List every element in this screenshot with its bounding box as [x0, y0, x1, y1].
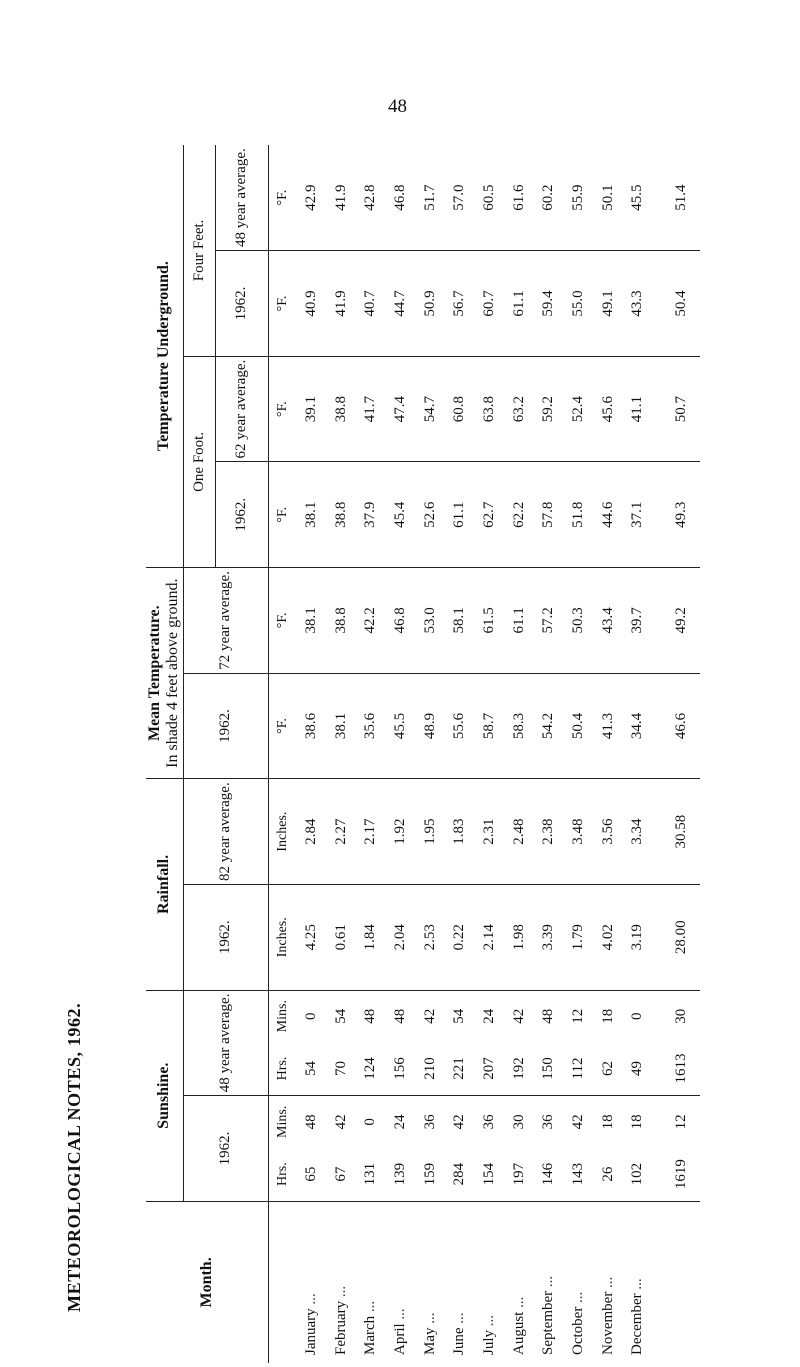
month-label: March — [362, 1315, 379, 1355]
sunshine-48yr-minutes: 54 — [332, 1008, 349, 1024]
sunshine-1962-hours: 65 — [297, 1147, 327, 1201]
four-feet-48yr: 60.2 — [534, 145, 564, 251]
one-foot-62yr: 63.8 — [475, 356, 505, 462]
rainfall-82yr: 1.83 — [445, 779, 475, 885]
mean-temp-72yr: 46.8 — [386, 568, 416, 674]
sunshine-48yr-hours: 124 — [356, 1042, 386, 1096]
table-row — [623, 145, 653, 1363]
sunshine-1962-minutes: 30 — [510, 1114, 527, 1130]
sunshine-48yr-minutes: 0 — [303, 1012, 320, 1020]
month-label: May — [421, 1327, 438, 1355]
avg-four-feet-48yr: 51.4 — [653, 145, 700, 251]
sunshine-1962-hours: 159 — [415, 1147, 445, 1201]
monthly-rows — [297, 145, 653, 1363]
four-feet-1962: 50.9 — [415, 251, 445, 357]
four-feet-48yr: 41.9 — [326, 145, 356, 251]
leader-dots: ... — [629, 1278, 646, 1290]
document-title: METEOROLOGICAL NOTES, 1962. — [64, 1002, 84, 1312]
mean-temperature-subtitle: In shade 4 feet above ground. — [164, 578, 182, 768]
mean-temperature-header — [146, 568, 183, 779]
mean-temp-1962: 54.2 — [534, 673, 564, 779]
mean-temp-72yr: 57.2 — [534, 568, 564, 674]
four-feet-48yr: 55.9 — [564, 145, 594, 251]
mean-temp-1962: 45.5 — [386, 673, 416, 779]
unit-hrs: Hrs. — [268, 1042, 297, 1096]
month-label: December — [629, 1293, 646, 1355]
sunshine-1962-hours: 146 — [534, 1147, 564, 1201]
sunshine-48yr-hours: 150 — [534, 1042, 564, 1096]
rotated-table-wrapper — [146, 145, 689, 1363]
four-feet-48yr-header: 48 year average. — [215, 145, 268, 251]
month-cell — [386, 1201, 416, 1363]
sunshine-48yr-minutes: 48 — [362, 1008, 379, 1024]
rainfall-1962: 1.79 — [564, 884, 594, 990]
one-foot-62yr: 54.7 — [415, 356, 445, 462]
rainfall-1962: 2.14 — [475, 884, 505, 990]
mean-temp-72yr: 38.8 — [326, 568, 356, 674]
month-cell — [297, 1201, 327, 1363]
sunshine-48yr-hours: 221 — [445, 1042, 475, 1096]
unit-mins: Mins. — [274, 1105, 290, 1138]
mean-temp-72yr: 61.5 — [475, 568, 505, 674]
sunshine-48yr-hours: 62 — [593, 1042, 623, 1096]
mean-temp-1962: 34.4 — [623, 673, 653, 779]
one-foot-1962: 44.6 — [593, 462, 623, 568]
mean-temp-1962: 38.1 — [326, 673, 356, 779]
mean-temp-72yr: 38.1 — [297, 568, 327, 674]
table-row — [593, 145, 623, 1363]
sunshine-48yr-hours: 54 — [297, 1042, 327, 1096]
sunshine-48yr-hours: 70 — [326, 1042, 356, 1096]
mean-temp-1962: 35.6 — [356, 673, 386, 779]
sunshine-1962-hours: 284 — [445, 1147, 475, 1201]
rainfall-82yr: 1.92 — [386, 779, 416, 885]
one-foot-1962: 61.1 — [445, 462, 475, 568]
one-foot-1962: 37.9 — [356, 462, 386, 568]
sunshine-48yr-minutes: 54 — [451, 1008, 468, 1024]
table-row — [534, 145, 564, 1363]
mean-temp-1962: 55.6 — [445, 673, 475, 779]
sunshine-1962-hours: 197 — [504, 1147, 534, 1201]
sunshine-1962-minutes: 24 — [391, 1114, 408, 1130]
page-number: 48 — [388, 96, 407, 117]
sunshine-48yr-hours: 192 — [504, 1042, 534, 1096]
avg-rainfall-1962: 28.00 — [653, 884, 700, 990]
sunshine-1962-hours: 26 — [593, 1147, 623, 1201]
one-foot-1962: 37.1 — [623, 462, 653, 568]
rainfall-82yr: 3.56 — [593, 779, 623, 885]
table-row — [564, 145, 594, 1363]
sunshine-1962-minutes: 48 — [303, 1114, 320, 1130]
sunshine-1962-hours: 102 — [623, 1147, 653, 1201]
rainfall-82yr: 3.48 — [564, 779, 594, 885]
mean-temp-1962-header: 1962. — [183, 673, 268, 779]
sunshine-1962-minutes: 0 — [362, 1118, 379, 1126]
sunshine-1962-minutes: 36 — [421, 1114, 438, 1130]
rainfall-82yr: 2.48 — [504, 779, 534, 885]
mean-temp-72yr: 53.0 — [415, 568, 445, 674]
mean-temp-1962: 58.3 — [504, 673, 534, 779]
one-foot-1962: 57.8 — [534, 462, 564, 568]
table-row — [445, 145, 475, 1363]
month-label: April — [391, 1323, 408, 1355]
month-cell — [564, 1201, 594, 1363]
four-feet-1962: 40.7 — [356, 251, 386, 357]
month-label: September — [540, 1290, 557, 1355]
avg-mean-temp-72yr: 49.2 — [653, 568, 700, 674]
month-cell — [623, 1201, 653, 1363]
leader-dots: ... — [480, 1314, 497, 1327]
one-foot-62yr: 39.1 — [297, 356, 327, 462]
one-foot-1962: 45.4 — [386, 462, 416, 568]
one-foot-1962: 51.8 — [564, 462, 594, 568]
sunshine-48yr-minutes: 0 — [629, 1012, 646, 1020]
unit-inches: Inches. — [268, 779, 297, 885]
sunshine-1962-header: 1962. — [183, 1096, 268, 1202]
avg-one-foot-62yr: 50.7 — [653, 356, 700, 462]
mean-temp-72yr: 42.2 — [356, 568, 386, 674]
four-feet-48yr: 60.5 — [475, 145, 505, 251]
sunshine-48yr-header: 48 year average. — [183, 990, 268, 1096]
rainfall-82yr: 3.34 — [623, 779, 653, 885]
four-feet-48yr: 57.0 — [445, 145, 475, 251]
sunshine-48yr-hours: 207 — [475, 1042, 505, 1096]
one-foot-62yr-header: 62 year average. — [215, 356, 268, 462]
table-row — [475, 145, 505, 1363]
rainfall-1962: 2.53 — [415, 884, 445, 990]
leader-dots: ... — [540, 1275, 557, 1288]
four-feet-1962-header: 1962. — [215, 251, 268, 357]
unit-mins: Mins. — [274, 1000, 290, 1033]
table-row — [356, 145, 386, 1363]
unit-degf: °F. — [268, 251, 297, 357]
mean-temp-1962: 41.3 — [593, 673, 623, 779]
sunshine-48yr-minutes: 24 — [480, 1008, 497, 1024]
one-foot-header: One Foot. — [183, 356, 215, 567]
four-feet-header: Four Feet. — [183, 145, 215, 356]
mean-temp-72yr: 61.1 — [504, 568, 534, 674]
rainfall-1962: 1.84 — [356, 884, 386, 990]
table-row — [415, 145, 445, 1363]
sunshine-48yr-hours: 156 — [386, 1042, 416, 1096]
one-foot-1962: 62.7 — [475, 462, 505, 568]
one-foot-1962: 38.1 — [297, 462, 327, 568]
table-row — [326, 145, 356, 1363]
leader-dots: ... — [303, 1293, 320, 1305]
mean-temperature-title: Mean Temperature. — [146, 605, 163, 742]
month-cell — [415, 1201, 445, 1363]
mean-temp-1962: 38.6 — [297, 673, 327, 779]
one-foot-62yr: 59.2 — [534, 356, 564, 462]
mean-temp-72yr: 50.3 — [564, 568, 594, 674]
rainfall-1962: 0.61 — [326, 884, 356, 990]
units-row — [268, 145, 297, 1363]
mean-temp-1962: 48.9 — [415, 673, 445, 779]
sunshine-48yr-minutes: 48 — [391, 1008, 408, 1024]
four-feet-1962: 41.9 — [326, 251, 356, 357]
month-cell — [356, 1201, 386, 1363]
sunshine-1962-hours: 67 — [326, 1147, 356, 1201]
one-foot-62yr: 38.8 — [326, 356, 356, 462]
unit-degf: °F. — [268, 356, 297, 462]
one-foot-1962: 38.8 — [326, 462, 356, 568]
avg-mean-temp-1962: 46.6 — [653, 673, 700, 779]
leader-dots: ... — [391, 1308, 408, 1320]
rainfall-82yr: 1.95 — [415, 779, 445, 885]
unit-inches: Inches. — [268, 884, 297, 990]
one-foot-62yr: 63.2 — [504, 356, 534, 462]
table-row — [504, 145, 534, 1363]
leader-dots: ... — [362, 1300, 379, 1313]
avg-rainfall-82yr: 30.58 — [653, 779, 700, 885]
one-foot-1962: 62.2 — [504, 462, 534, 568]
month-cell — [475, 1201, 505, 1363]
rainfall-header: Rainfall. — [146, 779, 183, 990]
four-feet-1962: 60.7 — [475, 251, 505, 357]
sunshine-48yr-minutes: 42 — [510, 1008, 527, 1024]
four-feet-1962: 43.3 — [623, 251, 653, 357]
rainfall-1962-header: 1962. — [183, 884, 268, 990]
leader-dots: ... — [599, 1276, 616, 1288]
mean-temp-72yr: 39.7 — [623, 568, 653, 674]
sunshine-48yr-hours: 210 — [415, 1042, 445, 1096]
temperature-underground-header: Temperature Underground. — [146, 145, 183, 568]
sunshine-1962-minutes: 42 — [332, 1114, 349, 1130]
sunshine-1962-minutes: 42 — [451, 1114, 468, 1130]
rainfall-82yr-header: 82 year average. — [183, 779, 268, 885]
one-foot-1962-header: 1962. — [215, 462, 268, 568]
leader-dots: ... — [569, 1291, 586, 1303]
one-foot-62yr: 47.4 — [386, 356, 416, 462]
month-label: November — [599, 1291, 616, 1355]
unit-degf: °F. — [268, 673, 297, 779]
one-foot-62yr: 60.8 — [445, 356, 475, 462]
sunshine-48yr-minutes: 18 — [599, 1008, 616, 1024]
one-foot-62yr: 41.1 — [623, 356, 653, 462]
averages-row — [653, 145, 700, 1363]
four-feet-1962: 56.7 — [445, 251, 475, 357]
rainfall-1962: 0.22 — [445, 884, 475, 990]
unit-degf: °F. — [268, 462, 297, 568]
four-feet-1962: 44.7 — [386, 251, 416, 357]
sunshine-1962-minutes: 36 — [540, 1114, 557, 1130]
mean-temp-72yr: 43.4 — [593, 568, 623, 674]
month-cell — [504, 1201, 534, 1363]
avg-four-feet-1962: 50.4 — [653, 251, 700, 357]
sunshine-1962-hours: 139 — [386, 1147, 416, 1201]
four-feet-48yr: 46.8 — [386, 145, 416, 251]
month-header: Month. — [197, 1257, 215, 1308]
four-feet-1962: 61.1 — [504, 251, 534, 357]
month-label: February — [332, 1300, 349, 1355]
rainfall-82yr: 2.38 — [534, 779, 564, 885]
four-feet-48yr: 42.9 — [297, 145, 327, 251]
mean-temp-72yr-header: 72 year average. — [183, 568, 268, 674]
rainfall-1962: 3.19 — [623, 884, 653, 990]
leader-dots: ... — [332, 1285, 349, 1298]
avg-sunshine-48yr-hours: 1613 — [653, 1042, 700, 1096]
month-cell — [445, 1201, 475, 1363]
sunshine-1962-minutes: 42 — [569, 1114, 586, 1130]
rainfall-82yr: 2.31 — [475, 779, 505, 885]
unit-hrs: Hrs. — [268, 1147, 297, 1201]
rainfall-1962: 4.02 — [593, 884, 623, 990]
month-label: October — [569, 1306, 586, 1355]
four-feet-1962: 55.0 — [564, 251, 594, 357]
sunshine-1962-hours: 131 — [356, 1147, 386, 1201]
mean-temp-1962: 58.7 — [475, 673, 505, 779]
rainfall-1962: 2.04 — [386, 884, 416, 990]
one-foot-62yr: 52.4 — [564, 356, 594, 462]
rainfall-1962: 4.25 — [297, 884, 327, 990]
month-label: January — [303, 1308, 320, 1355]
leader-dots: ... — [451, 1312, 468, 1324]
unit-degf: °F. — [268, 145, 297, 251]
sunshine-1962-hours: 143 — [564, 1147, 594, 1201]
mean-temp-1962: 50.4 — [564, 673, 594, 779]
one-foot-62yr: 45.6 — [593, 356, 623, 462]
sunshine-48yr-hours: 49 — [623, 1042, 653, 1096]
rainfall-82yr: 2.17 — [356, 779, 386, 885]
avg-sunshine-1962-hours: 1619 — [653, 1147, 700, 1201]
unit-degf: °F. — [268, 568, 297, 674]
four-feet-48yr: 45.5 — [623, 145, 653, 251]
month-cell — [534, 1201, 564, 1363]
table-row — [386, 145, 416, 1363]
sunshine-48yr-minutes: 12 — [569, 1008, 586, 1024]
month-label: August — [510, 1311, 527, 1355]
four-feet-1962: 49.1 — [593, 251, 623, 357]
rainfall-82yr: 2.27 — [326, 779, 356, 885]
month-label: July — [480, 1329, 497, 1355]
four-feet-48yr: 50.1 — [593, 145, 623, 251]
mean-temp-72yr: 58.1 — [445, 568, 475, 674]
leader-dots: ... — [421, 1312, 438, 1324]
sunshine-48yr-minutes: 42 — [421, 1008, 438, 1024]
one-foot-1962: 52.6 — [415, 462, 445, 568]
meteorological-table — [146, 145, 700, 1363]
month-cell — [593, 1201, 623, 1363]
sunshine-48yr-minutes: 48 — [540, 1008, 557, 1024]
rainfall-1962: 3.39 — [534, 884, 564, 990]
avg-sunshine-1962-minutes: 12 — [672, 1114, 689, 1130]
leader-dots: ... — [510, 1296, 527, 1308]
one-foot-62yr: 41.7 — [356, 356, 386, 462]
avg-sunshine-48yr-minutes: 30 — [672, 1008, 689, 1024]
sunshine-1962-minutes: 18 — [599, 1114, 616, 1130]
sunshine-header: Sunshine. — [146, 990, 183, 1201]
four-feet-48yr: 61.6 — [504, 145, 534, 251]
month-cell — [326, 1201, 356, 1363]
sunshine-1962-hours: 154 — [475, 1147, 505, 1201]
four-feet-1962: 40.9 — [297, 251, 327, 357]
table-row — [297, 145, 327, 1363]
rainfall-1962: 1.98 — [504, 884, 534, 990]
sunshine-48yr-hours: 112 — [564, 1042, 594, 1096]
four-feet-48yr: 42.8 — [356, 145, 386, 251]
sunshine-1962-minutes: 36 — [480, 1114, 497, 1130]
sunshine-1962-minutes: 18 — [629, 1114, 646, 1130]
four-feet-48yr: 51.7 — [415, 145, 445, 251]
month-label: June — [451, 1327, 468, 1355]
four-feet-1962: 59.4 — [534, 251, 564, 357]
rainfall-82yr: 2.84 — [297, 779, 327, 885]
avg-one-foot-1962: 49.3 — [653, 462, 700, 568]
